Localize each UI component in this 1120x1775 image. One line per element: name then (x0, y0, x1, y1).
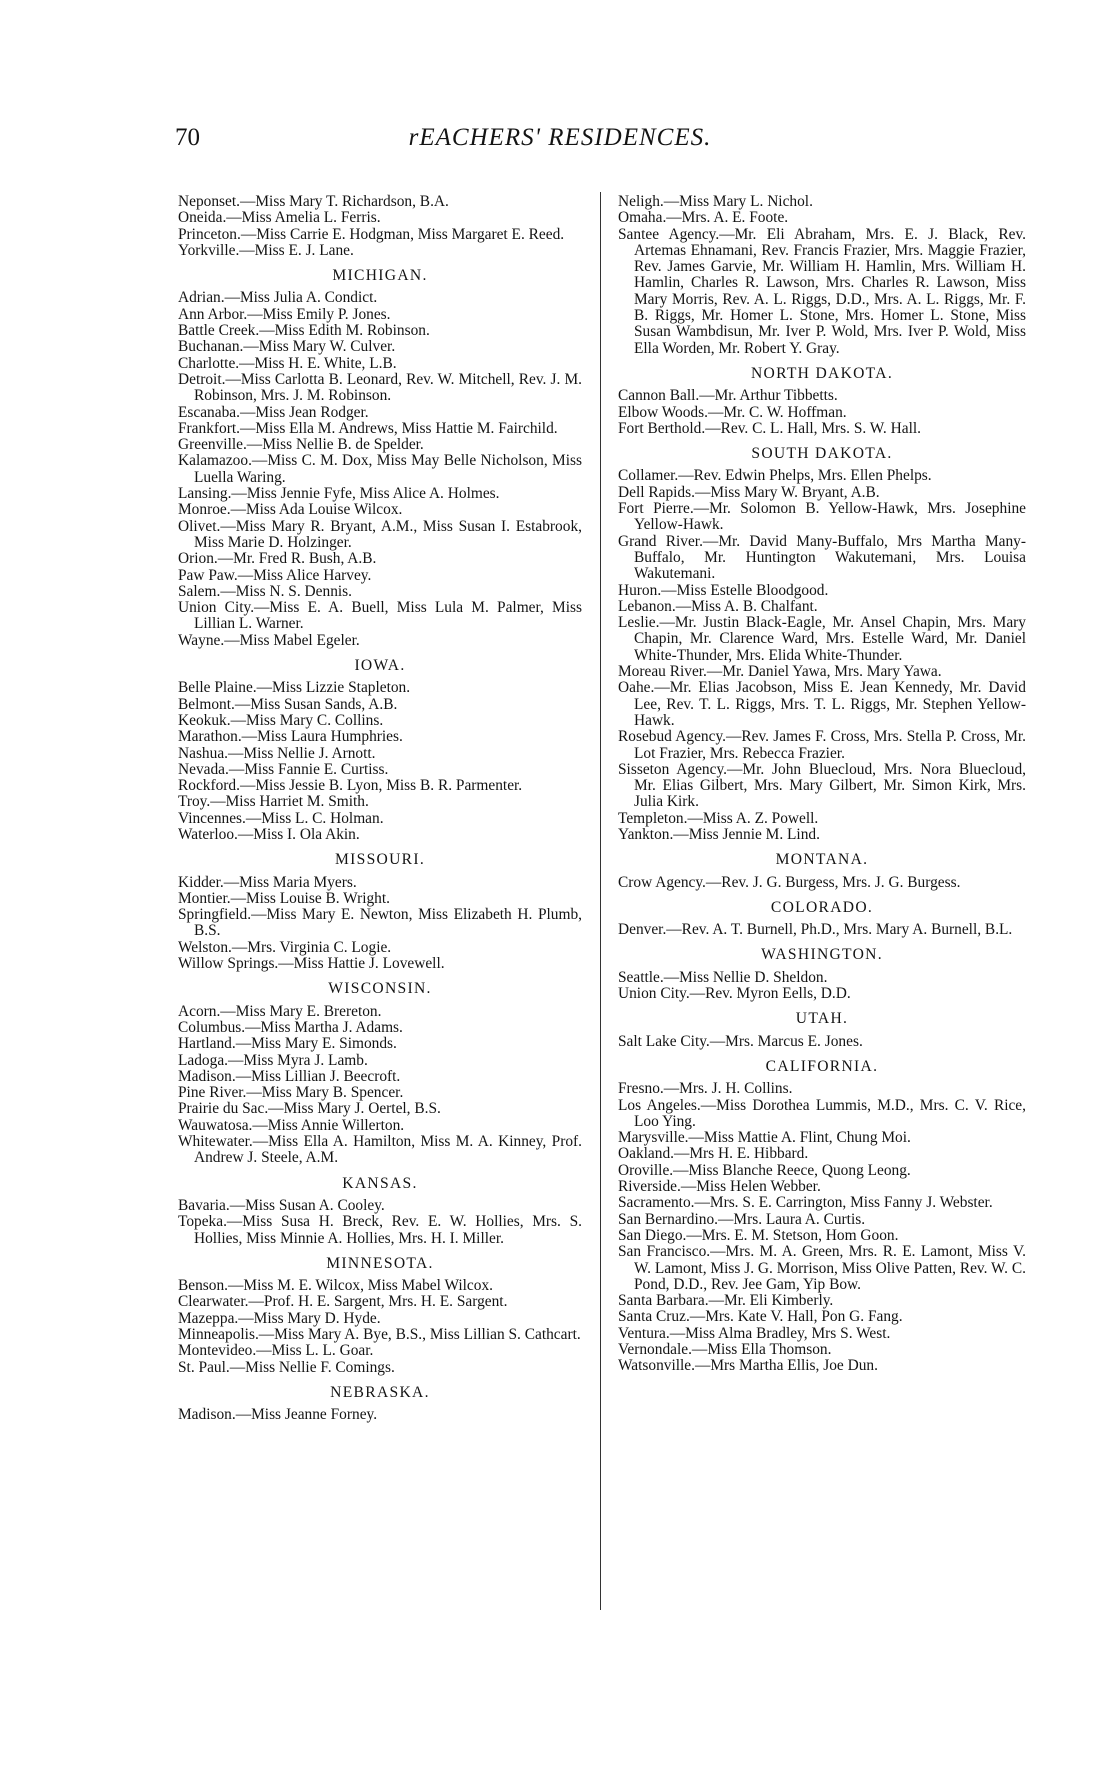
residence-entry: Charlotte.—Miss H. E. White, L.B. (178, 354, 397, 372)
residence-entry: Troy.—Miss Harriet M. Smith. (178, 793, 369, 811)
state-heading: SOUTH DAKOTA. (751, 445, 893, 463)
residence-entry: Adrian.—Miss Julia A. Condict. (178, 289, 378, 307)
residence-entry: Fort Pierre.—Mr. Solomon B. Yellow-Hawk, Mrs. Josephine Yellow-Hawk. (618, 500, 1026, 534)
residence-entry: Clearwater.—Prof. H. E. Sargent, Mrs. H. E. Sargent. (178, 1293, 508, 1311)
state-heading: CALIFORNIA. (765, 1057, 879, 1075)
residence-entry: Willow Springs.—Miss Hattie J. Lovewell. (178, 955, 445, 973)
residence-entry: Montier.—Miss Louise B. Wright. (178, 889, 391, 907)
section-minnesota (178, 1256, 582, 1376)
residence-entry: Minneapolis.—Miss Mary A. Bye, B.S., Miss Lillian S. Cathcart. (178, 1326, 581, 1343)
residence-entry: San Francisco.—Mrs. M. A. Green, Mrs. R. E. Lamont, Miss V. W. Lamont, Miss J. G. Morrison, Miss Olive Patten, Rev. W. C. Pond, D.D., Rev. Jee Gam, Yip Bow. (618, 1243, 1026, 1293)
left-column (178, 194, 582, 1423)
residence-entry: Orion.—Mr. Fred R. Bush, A.B. (178, 550, 377, 568)
residence-entry: Sacramento.—Mrs. S. E. Carrington, Miss Fanny J. Webster. (618, 1194, 993, 1212)
section-utah (618, 1011, 1026, 1050)
residence-entry: Fresno.—Mrs. J. H. Collins. (618, 1080, 793, 1098)
residence-entry: Belle Plaine.—Miss Lizzie Stapleton. (178, 679, 411, 697)
state-heading: NEBRASKA. (330, 1383, 430, 1401)
column-divider (600, 192, 601, 1610)
state-heading: IOWA. (354, 657, 406, 675)
residence-entry: Paw Paw.—Miss Alice Harvey. (178, 566, 372, 584)
state-heading: WISCONSIN. (328, 980, 432, 998)
residence-entry: Oakland.—Mrs H. E. Hibbard. (618, 1145, 809, 1163)
residence-entry: Lansing.—Miss Jennie Fyfe, Miss Alice A. Holmes. (178, 485, 500, 503)
residence-entry: Pine River.—Miss Mary B. Spencer. (178, 1084, 404, 1102)
residence-entry: Princeton.—Miss Carrie E. Hodgman, Miss Margaret E. Reed. (178, 225, 565, 243)
section-washington (618, 947, 1026, 1002)
residence-entry: Madison.—Miss Lillian J. Beecroft. (178, 1067, 401, 1085)
residence-entry: Omaha.—Mrs. A. E. Foote. (618, 209, 789, 227)
residence-entry: Olivet.—Miss Mary R. Bryant, A.M., Miss Susan I. Estabrook, Miss Marie D. Holzinger. (178, 517, 582, 551)
section-montana (618, 852, 1026, 891)
residence-entry: Welston.—Mrs. Virginia C. Logie. (178, 938, 392, 956)
state-heading: MISSOURI. (334, 851, 426, 869)
residence-entry: Cannon Ball.—Mr. Arthur Tibbetts. (618, 387, 838, 405)
section-iowa (178, 658, 582, 843)
state-heading: MICHIGAN. (332, 267, 428, 285)
residence-entry: Whitewater.—Miss Ella A. Hamilton, Miss M. A. Kinney, Prof. Andrew J. Steele, A.M. (178, 1133, 582, 1167)
section-missouri (178, 852, 582, 972)
residence-entry: Neponset.—Miss Mary T. Richardson, B.A. (178, 193, 449, 210)
residence-entry: San Diego.—Mrs. E. M. Stetson, Hom Goon. (618, 1226, 899, 1244)
residence-entry: Union City.—Miss E. A. Buell, Miss Lula M. Palmer, Miss Lillian L. Warner. (178, 599, 582, 633)
residence-entry: Columbus.—Miss Martha J. Adams. (178, 1018, 403, 1036)
residence-entry: Santee Agency.—Mr. Eli Abraham, Mrs. E. J. Black, Rev. Artemas Ehnamani, Rev. Francis Frazier, Mrs. Maggie Frazier, Rev. James Garvie, Mr. William H. Hamlin, Mrs. William H. Hamlin, Charles R. Lawson, Mrs. Charles R. Lawson, Miss Mary Morris, Rev. A. L. Riggs, D.D., Mrs. A. L. Riggs, Mr. F. B. Riggs, Mr. Homer L. Stone, Mrs. Homer L. Stone, Miss Susan Wambdisun, Mr. Iver P. Wold, Mrs. Iver P. Wold, Miss Ella Worden, Mr. Robert Y. Gray. (618, 225, 1026, 357)
state-heading: NORTH DAKOTA. (750, 364, 894, 382)
residence-entry: Springfield.—Miss Mary E. Newton, Miss Elizabeth H. Plumb, B.S. (178, 906, 582, 940)
section-wisconsin (178, 981, 582, 1166)
residence-entry: Vincennes.—Miss L. C. Holman. (178, 809, 384, 827)
residence-entry: Marysville.—Miss Mattie A. Flint, Chung Moi. (618, 1129, 911, 1147)
residence-entry: Monroe.—Miss Ada Louise Wilcox. (178, 501, 403, 519)
residence-entry: Dell Rapids.—Miss Mary W. Bryant, A.B. (618, 483, 880, 501)
state-heading: MONTANA. (775, 851, 869, 869)
residence-entry: Crow Agency.—Rev. J. G. Burgess, Mrs. J. G. Burgess. (618, 873, 961, 891)
section-michigan (178, 268, 582, 649)
residence-entry: Marathon.—Miss Laura Humphries. (178, 728, 403, 746)
residence-entry: Yankton.—Miss Jennie M. Lind. (618, 825, 820, 843)
residence-entry: Montevideo.—Miss L. L. Goar. (178, 1342, 374, 1360)
residence-entry: Escanaba.—Miss Jean Rodger. (178, 403, 369, 421)
residence-entry: Moreau River.—Mr. Daniel Yawa, Mrs. Mary Yawa. (618, 663, 942, 681)
section-south-dakota (618, 446, 1026, 843)
residence-entry: Denver.—Rev. A. T. Burnell, Ph.D., Mrs. Mary A. Burnell, B.L. (618, 921, 1013, 939)
section-kansas (178, 1176, 582, 1247)
residence-entry: Detroit.—Miss Carlotta B. Leonard, Rev. W. Mitchell, Rev. J. M. Robinson, Mrs. J. M. Robinson. (178, 370, 582, 405)
residence-entry: Collamer.—Rev. Edwin Phelps, Mrs. Ellen Phelps. (618, 467, 932, 485)
state-heading: MINNESOTA. (326, 1254, 434, 1272)
residence-entry: Kalamazoo.—Miss C. M. Dox, Miss May Belle Nicholson, Miss Luella Waring. (178, 452, 582, 486)
residence-entry: Ladoga.—Miss Myra J. Lamb. (178, 1051, 368, 1069)
residence-entry: Riverside.—Miss Helen Webber. (618, 1178, 821, 1196)
residence-entry: Waterloo.—Miss I. Ola Akin. (178, 825, 360, 843)
residence-entry: Lebanon.—Miss A. B. Chalfant. (618, 597, 818, 615)
residence-entry: Huron.—Miss Estelle Bloodgood. (618, 581, 829, 599)
section-north-dakota (618, 366, 1026, 437)
residence-entry: Wayne.—Miss Mabel Egeler. (178, 631, 360, 649)
residence-entry: Oroville.—Miss Blanche Reece, Quong Leong. (618, 1161, 911, 1179)
residence-entry: Kidder.—Miss Maria Myers. (178, 873, 357, 891)
residence-entry: Salem.—Miss N. S. Dennis. (178, 582, 353, 600)
residence-entry: Salt Lake City.—Mrs. Marcus E. Jones. (618, 1032, 863, 1050)
residence-entry: Seattle.—Miss Nellie D. Sheldon. (618, 968, 828, 986)
residence-entry: Buchanan.—Miss Mary W. Culver. (178, 338, 396, 356)
residence-entry: Los Angeles.—Miss Dorothea Lummis, M.D., Mrs. C. V. Rice, Loo Ying. (618, 1096, 1026, 1130)
residence-entry: Nashua.—Miss Nellie J. Arnott. (178, 744, 376, 762)
state-heading: KANSAS. (342, 1174, 418, 1192)
residence-entry: Templeton.—Miss A. Z. Powell. (618, 809, 819, 827)
residence-entry: Rosebud Agency.—Rev. James F. Cross, Mrs. Stella P. Cross, Mr. Lot Frazier, Mrs. Rebecca Frazier. (618, 728, 1026, 762)
residence-entry: Hartland.—Miss Mary E. Simonds. (178, 1035, 397, 1053)
residence-entry: Yorkville.—Miss E. J. Lane. (178, 241, 354, 259)
state-heading: UTAH. (795, 1010, 849, 1028)
residence-entry: Frankfort.—Miss Ella M. Andrews, Miss Hattie M. Fairchild. (178, 419, 558, 437)
residence-entry: Elbow Woods.—Mr. C. W. Hoffman. (618, 403, 847, 421)
section-continued (618, 194, 1026, 357)
state-heading: COLORADO. (770, 898, 874, 916)
residence-entry: Watsonville.—Mrs Martha Ellis, Joe Dun. (618, 1357, 878, 1375)
right-column (618, 194, 1026, 1375)
residence-entry: Prairie du Sac.—Miss Mary J. Oertel, B.S. (178, 1100, 441, 1118)
residence-entry: Madison.—Miss Jeanne Forney. (178, 1406, 378, 1424)
state-heading: WASHINGTON. (761, 946, 883, 964)
residence-entry: Ventura.—Miss Alma Bradley, Mrs S. West. (618, 1324, 891, 1342)
residence-entry: Vernondale.—Miss Ella Thomson. (618, 1341, 832, 1358)
residence-entry: Battle Creek.—Miss Edith M. Robinson. (178, 322, 430, 340)
section-california (618, 1059, 1026, 1375)
residence-entry: Keokuk.—Miss Mary C. Collins. (178, 711, 384, 729)
residence-entry: Union City.—Rev. Myron Eells, D.D. (618, 985, 851, 1003)
section-nebraska (178, 1385, 582, 1424)
residence-entry: Benson.—Miss M. E. Wilcox, Miss Mabel Wilcox. (178, 1277, 493, 1295)
residence-entry: Neligh.—Miss Mary L. Nichol. (618, 193, 813, 210)
residence-entry: Grand River.—Mr. David Many-Buffalo, Mrs Martha Many-Buffalo, Mr. Huntington Wakutemani, Mrs. Louisa Wakutemani. (618, 532, 1026, 583)
residence-entry: St. Paul.—Miss Nellie F. Comings. (178, 1358, 395, 1376)
residence-entry: Leslie.—Mr. Justin Black-Eagle, Mr. Ansel Chapin, Mrs. Mary Chapin, Mr. Clarence Ward, Mrs. Estelle Ward, Mr. Daniel White-Thunder, Mrs. Elida White-Thunder. (618, 614, 1026, 664)
residence-entry: Oahe.—Mr. Elias Jacobson, Miss E. Jean Kennedy, Mr. David Lee, Rev. T. L. Riggs, Mrs. T. L. Riggs, Mr. Stephen Yellow-Hawk. (618, 679, 1026, 729)
running-head-title: rEACHERS' RESIDENCES. (408, 124, 712, 151)
residence-entry: San Bernardino.—Mrs. Laura A. Curtis. (618, 1210, 866, 1228)
residence-entry: Santa Cruz.—Mrs. Kate V. Hall, Pon G. Fang. (618, 1308, 903, 1326)
residence-entry: Topeka.—Miss Susa H. Breck, Rev. E. W. Hollies, Mrs. S. Hollies, Miss Minnie A. Hollies, Mrs. H. I. Miller. (178, 1213, 582, 1247)
residence-entry: Rockford.—Miss Jessie B. Lyon, Miss B. R. Parmenter. (178, 777, 523, 795)
residence-entry: Mazeppa.—Miss Mary D. Hyde. (178, 1309, 381, 1327)
residence-entry: Belmont.—Miss Susan Sands, A.B. (178, 695, 398, 713)
residence-entry: Oneida.—Miss Amelia L. Ferris. (178, 209, 381, 227)
residence-entry: Fort Berthold.—Rev. C. L. Hall, Mrs. S. W. Hall. (618, 419, 921, 437)
residence-entry: Acorn.—Miss Mary E. Brereton. (178, 1002, 382, 1020)
residence-entry: Wauwatosa.—Miss Annie Willerton. (178, 1116, 405, 1134)
section-continued (178, 194, 582, 259)
residence-entry: Santa Barbara.—Mr. Eli Kimberly. (618, 1292, 834, 1310)
page-number: 70 (175, 124, 200, 151)
residence-entry: Sisseton Agency.—Mr. John Bluecloud, Mrs. Nora Bluecloud, Mr. Elias Gilbert, Mrs. Mary Gilbert, Mr. Simon Kirk, Mrs. Julia Kirk. (618, 760, 1026, 811)
section-colorado (618, 900, 1026, 939)
residence-entry: Greenville.—Miss Nellie B. de Spelder. (178, 436, 424, 454)
residence-entry: Bavaria.—Miss Susan A. Cooley. (178, 1196, 385, 1214)
residence-entry: Nevada.—Miss Fannie E. Curtiss. (178, 760, 389, 778)
residence-entry: Ann Arbor.—Miss Emily P. Jones. (178, 305, 391, 323)
